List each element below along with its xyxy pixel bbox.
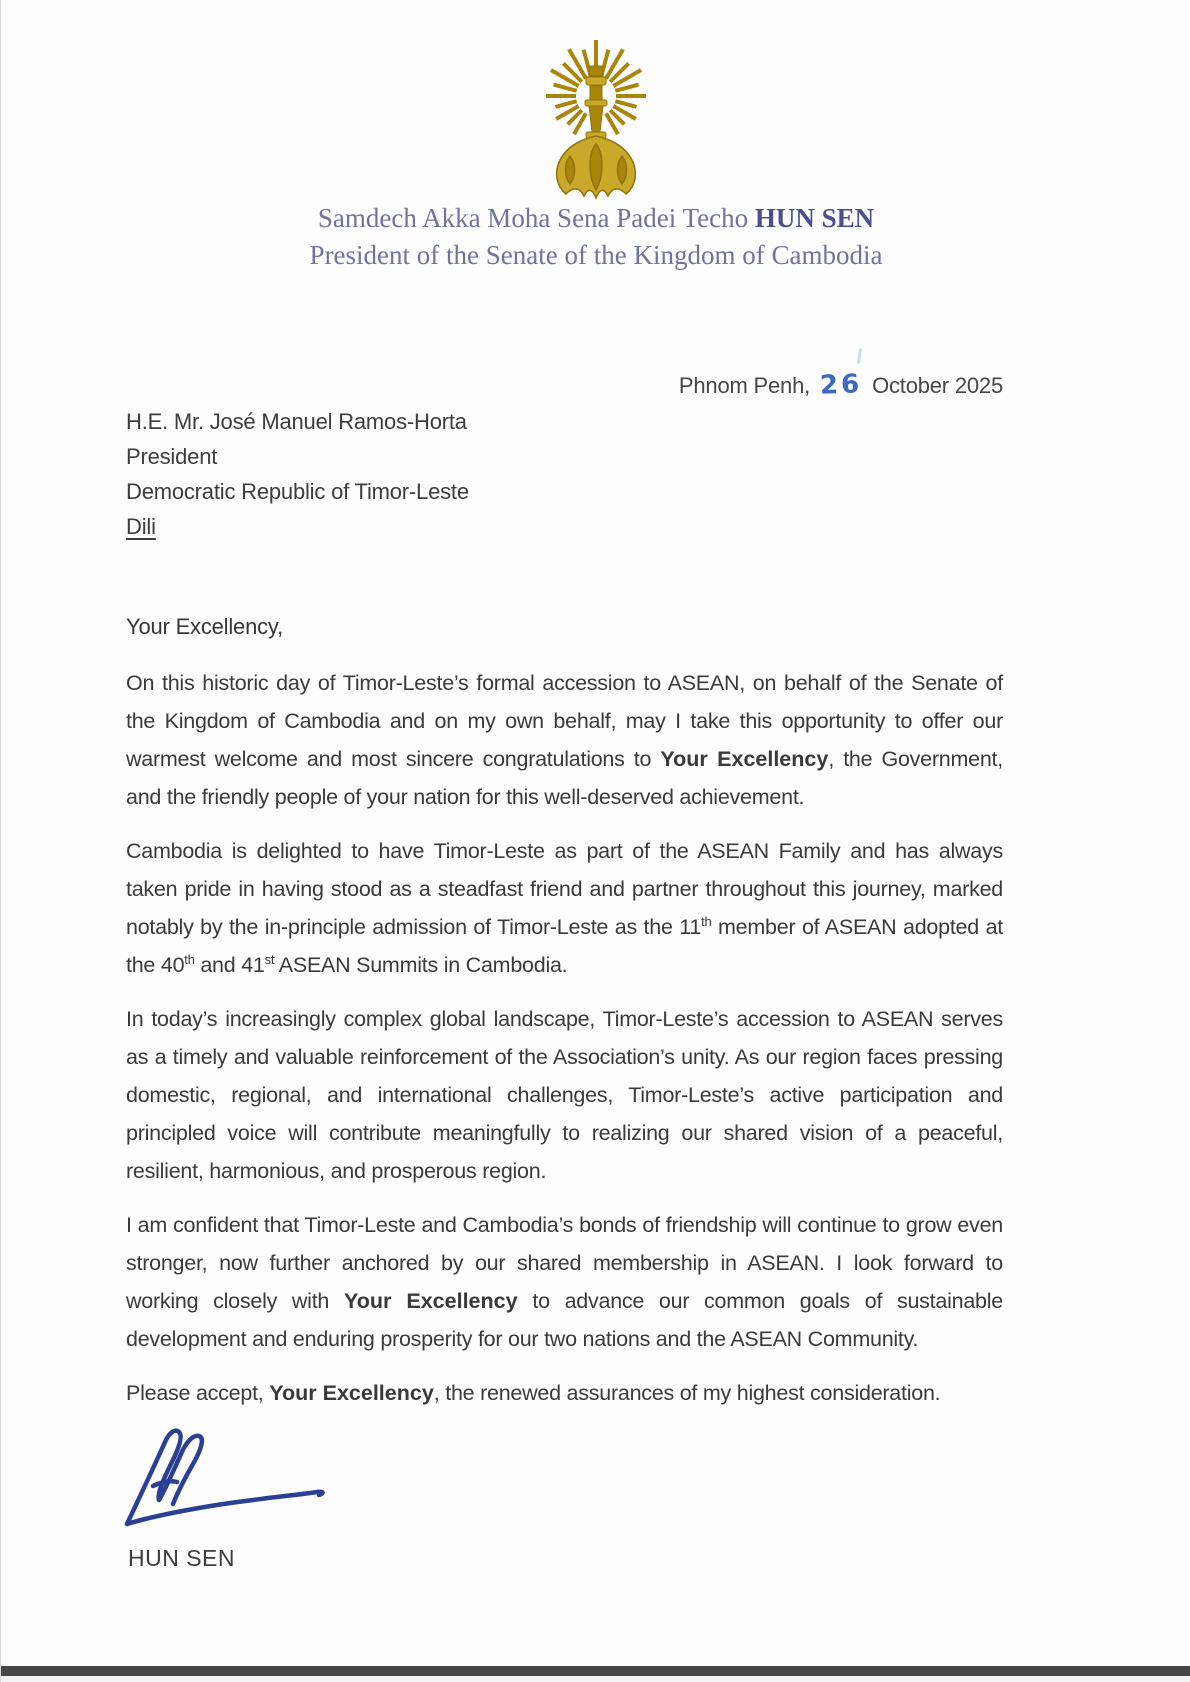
body-paragraph: Cambodia is delighted to have Timor-Leste as part of the ASEAN Family and has always taken pride in having stood as a steadfast friend and partner throughout this journey, marked notably by the in-principle admission of Timor-Leste as the 11th member of ASEAN adopted at the 40th and 41st ASEAN Summits in Cambodia.	[126, 839, 1003, 977]
letterhead-title-name: HUN SEN	[754, 203, 875, 233]
cambodia-senate-crest-icon	[526, 36, 666, 206]
dateline-day-handwritten: 26	[819, 369, 863, 401]
recipient-title: President	[126, 444, 218, 469]
body-paragraph: In today’s increasingly complex global landscape, Timor-Leste’s accession to ASEAN serves as a timely and valuable reinforcement of the Association’s unity. As our region faces pressing domestic, regional, and international challenges, Timor-Leste’s active participation and principled voice will contribute meaningfully to realizing our shared vision of a peaceful, resilient, harmonious, and prosperous region.	[126, 1007, 1003, 1183]
pen-mark	[857, 348, 862, 364]
letterhead-subtitle: President of the Senate of the Kingdom of Cambodia	[309, 240, 883, 270]
dateline-month-year: October 2025	[872, 373, 1003, 398]
scan-edge	[1, 1666, 1190, 1676]
letterhead-title-prefix: Samdech Akka Moha Sena Padei Techo	[317, 203, 755, 233]
signature-ink	[113, 1420, 363, 1540]
body-paragraph: I am confident that Timor-Leste and Cambodia’s bonds of friendship will continue to grow even stronger, now further anchored by our shared membership in ASEAN. I look forward to working closely with Your Excellency to advance our common goals of sustainable development and enduring prosperity for our two nations and the ASEAN Community.	[126, 1213, 1003, 1351]
recipient-block	[126, 404, 469, 544]
recipient-name: H.E. Mr. José Manuel Ramos-Horta	[126, 409, 467, 434]
letter-body	[126, 664, 1003, 1412]
salutation: Your Excellency,	[126, 614, 283, 639]
body-paragraph: On this historic day of Timor-Leste’s formal accession to ASEAN, on behalf of the Senate of the Kingdom of Cambodia and on my own behalf, may I take this opportunity to offer our warmest welcome and most sincere congratulations to Your Excellency, the Government, and the friendly people of your nation for this well-deserved achievement.	[126, 671, 1004, 809]
recipient-city: Dili	[126, 514, 156, 539]
body-paragraph: Please accept, Your Excellency, the renewed assurances of my highest consideration.	[126, 1381, 941, 1405]
scan-edge-sliver	[1, 1676, 1190, 1682]
letterhead	[1, 200, 1190, 274]
letterhead-title	[1, 200, 1190, 237]
dateline	[679, 370, 1003, 400]
recipient-country: Democratic Republic of Timor-Leste	[126, 479, 469, 504]
dateline-place: Phnom Penh,	[678, 373, 811, 398]
signer-name: HUN SEN	[128, 1545, 236, 1571]
